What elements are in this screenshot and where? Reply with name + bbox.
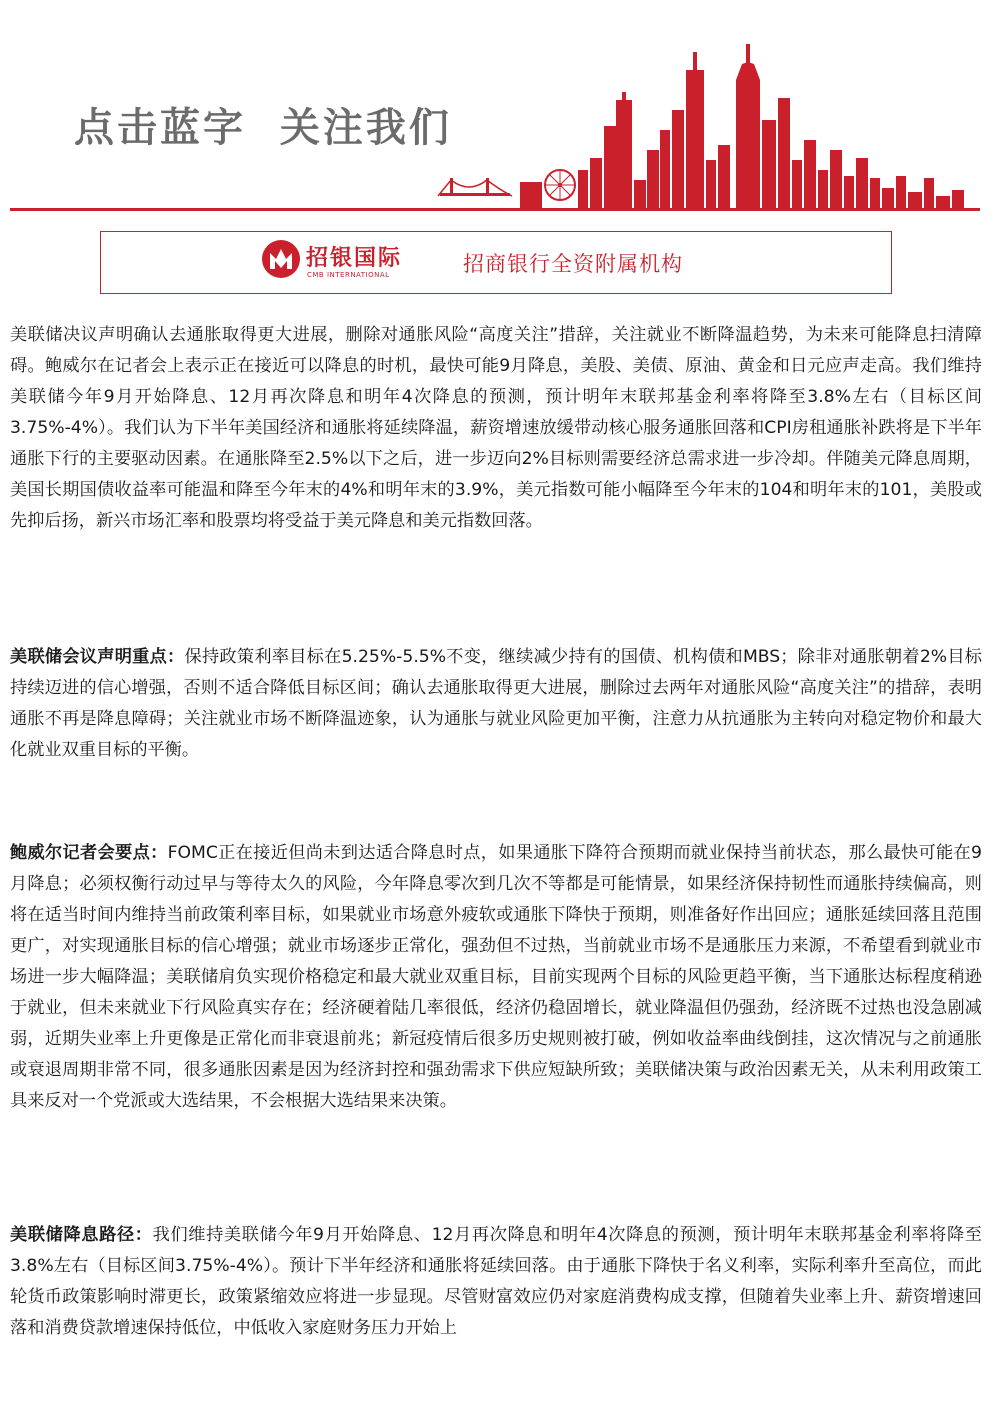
powell-presser-paragraph xyxy=(10,838,982,1117)
cmb-logo-icon xyxy=(261,239,301,279)
fed-statement-paragraph xyxy=(10,642,982,766)
paragraph-text: 我们维持美联储今年9月开始降息、12月再次降息和明年4次降息的预测，预计明年末联邦基金利率将降至3.8%左右（目标区间3.75%-4%）。预计下半年经济和通胀将延续回落。由于通胀下降快于名义利率，实际利率升至高位，而此轮货币政策影响时滞更长，政策紧缩效应将进一步显现。尽管财富效应仍对家庭消费构成支撑，但随着失业率上升、薪资增速回落和消费贷款增速保持低位，中低收入家庭财务压力开始上 xyxy=(10,1225,982,1338)
paragraph-heading: 鲍威尔记者会要点： xyxy=(10,843,168,863)
intro-paragraph xyxy=(10,320,982,537)
paragraph-heading: 美联储会议声明重点： xyxy=(10,647,185,667)
page-header xyxy=(0,0,992,215)
city-skyline-icon xyxy=(0,0,992,215)
header-divider xyxy=(10,208,980,211)
bridge-icon xyxy=(438,178,512,196)
paragraph-text: 保持政策利率目标在5.25%-5.5%不变，继续减少持有的国债、机构债和MBS；除非对通胀朝着2%目标持续迈进的信心增强，否则不适合降低目标区间；确认去通胀取得更大进展，删除过去两年对通胀风险“高度关注”的措辞，表明通胀不再是降息障碍；关注就业市场不断降温迹象，认为通胀与就业风险更加平衡，注意力从抗通胀为主转向对稳定物价和最大化就业双重目标的平衡。 xyxy=(10,647,982,760)
brand-banner xyxy=(100,231,892,294)
brand-sub-name: CMB INTERNATIONAL xyxy=(307,271,390,279)
follow-us-title[interactable]: 点击蓝字 关注我们 xyxy=(74,105,452,151)
paragraph-text: FOMC正在接近但尚未到达适合降息时点，如果通胀下降符合预期而就业保持当前状态，那么最快可能在9月降息；必须权衡行动过早与等待太久的风险，今年降息零次到几次不等都是可能情景，如果经济保持韧性而通胀持续偏高，则将在适当时间内维持当前政策利率目标，如果就业市场意外疲软或通胀下降快于预期，则准备好作出回应；通胀延续回落且范围更广，对实现通胀目标的信心增强；就业市场逐步正常化，强劲但不过热，当前就业市场不是通胀压力来源，不希望看到就业市场进一步大幅降温；美联储肩负实现价格稳定和最大就业双重目标，目前实现两个目标的风险更趋平衡，当下通胀达标程度稍逊于就业，但未来就业下行风险真实存在；经济硬着陆几率很低，经济仍稳固增长，就业降温但仍强劲，经济既不过热也没急剧减弱，近期失业率上升更像是正常化而非衰退前兆；新冠疫情后很多历史规则被打破，例如收益率曲线倒挂，这次情况与之前通胀或衰退周期非常不同，很多通胀因素是因为经济封控和强劲需求下供应短缺所致；美联储决策与政治因素无关，从未利用政策工具来反对一个党派或大选结果，不会根据大选结果来决策。 xyxy=(10,843,982,1111)
rate-cut-path-paragraph xyxy=(10,1220,982,1344)
paragraph-heading: 美联储降息路径： xyxy=(10,1225,153,1245)
brand-tagline: 招商银行全资附属机构 xyxy=(463,252,683,276)
brand-name: 招银国际 xyxy=(306,246,403,271)
paragraph-text: 美联储决议声明确认去通胀取得更大进展，删除对通胀风险“高度关注”措辞，关注就业不断降温趋势，为未来可能降息扫清障碍。鲍威尔在记者会上表示正在接近可以降息的时机，最快可能9月降息，美股、美债、原油、黄金和日元应声走高。我们维持美联储今年9月开始降息、12月再次降息和明年4次降息的预测，预计明年末联邦基金利率将降至3.8%左右（目标区间3.75%-4%）。我们认为下半年美国经济和通胀将延续降温，薪资增速放缓带动核心服务通胀回落和CPI房租通胀补跌将是下半年通胀下行的主要驱动因素。在通胀降至2.5%以下之后，进一步迈向2%目标则需要经济总需求进一步冷却。伴随美元降息周期，美国长期国债收益率可能温和降至今年末的4%和明年末的3.9%，美元指数可能小幅降至今年末的104和明年末的101，美股或先抑后扬，新兴市场汇率和股票均将受益于美元降息和美元指数回落。 xyxy=(10,325,982,531)
